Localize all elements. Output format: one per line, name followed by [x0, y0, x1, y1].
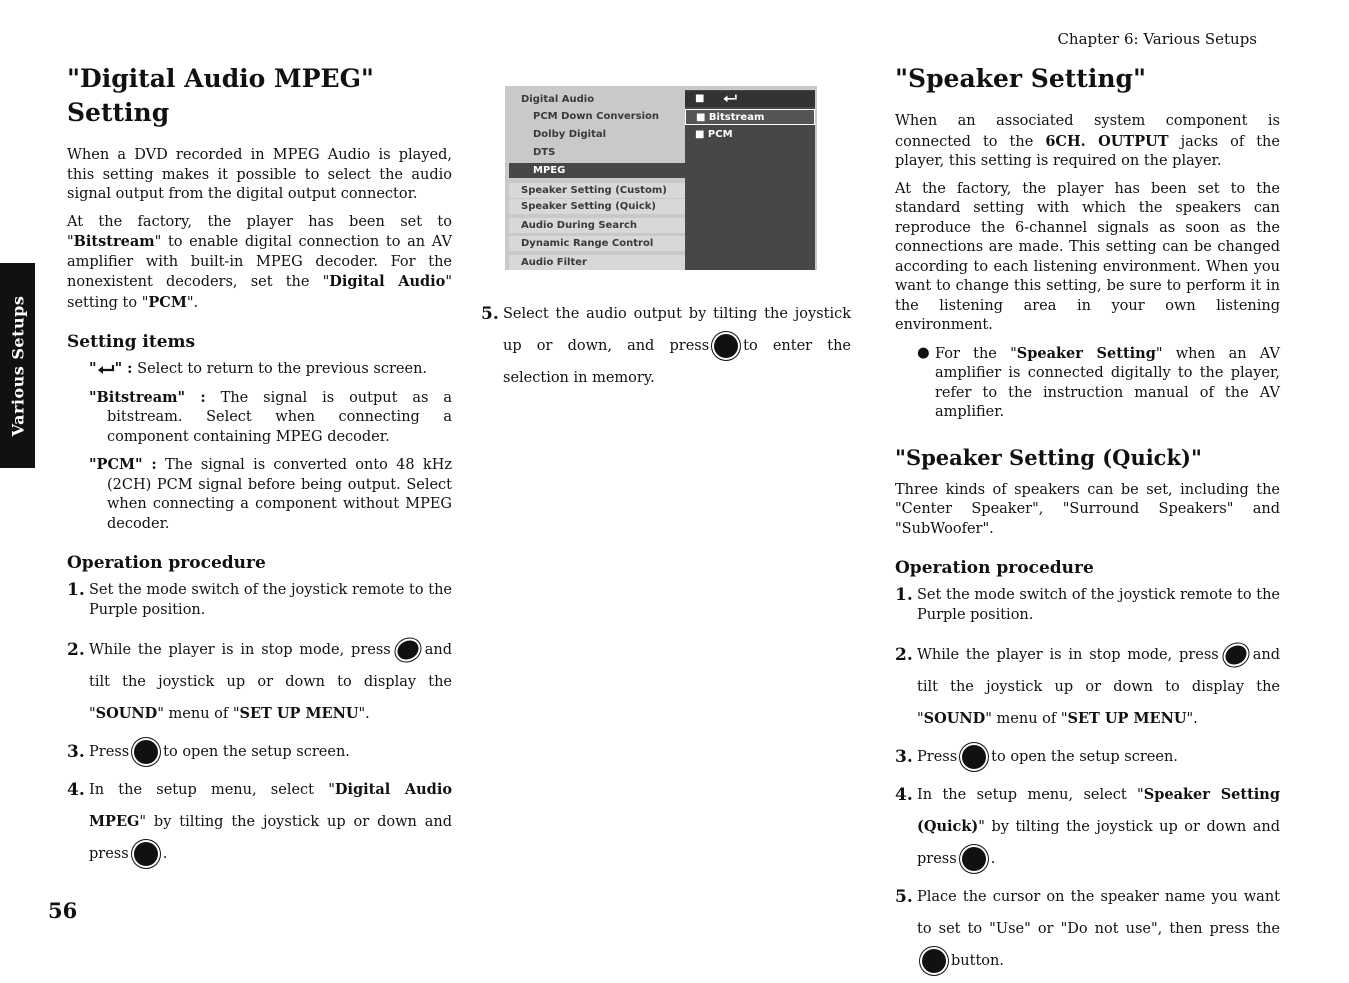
menu-item-mpeg: MPEG — [509, 163, 685, 178]
option-bitstream: ■ Bitstream — [685, 109, 815, 125]
enter-button-icon — [132, 840, 160, 868]
step-5: 5. Select the audio output by tilting the joystick up or down, and press to enter the selection in memory. — [481, 304, 851, 386]
step-2: 2. While the player is in stop mode, press and tilt the joystick up or down to display the "SOUND" menu of "SET UP MENU". — [895, 639, 1280, 735]
enter-button-icon — [132, 738, 160, 766]
step-4: 4. In the setup menu, select "Speaker Setting (Quick)" by tilting the joystick up or down and press . — [895, 779, 1280, 875]
return-icon — [722, 93, 738, 103]
step-1: 1. Set the mode switch of the joystick remote to the Purple position. — [895, 585, 1280, 623]
operation-procedure-heading: Operation procedure — [67, 553, 266, 573]
section-title-speaker: "Speaker Setting" — [895, 64, 1147, 93]
menu-item-dolby: Dolby Digital — [533, 129, 607, 140]
enter-button-icon — [960, 743, 988, 771]
step-4: 4. In the setup menu, select "Digital Audio MPEG" by tilting the joystick up or down and press . — [67, 774, 452, 870]
factory-paragraph: At the factory, the player has been set to "Bitstream" to enable digital connection to an AV amplifier with built-in MPEG decoder. For the nonexistent decoders, set the "Digital Audio" setting to "PCM". — [67, 213, 452, 311]
speaker-intro: When an associated system component is connected to the 6CH. OUTPUT jacks of the player, this setting is required on the player. — [895, 113, 1280, 169]
menu-list — [509, 90, 685, 270]
option-pcm: ■ PCM — [695, 129, 733, 140]
step-5: 5. Place the cursor on the speaker name you want to set to "Use" or "Do not use", then press thebutton. — [895, 881, 1280, 977]
enter-button-icon — [960, 845, 988, 873]
enter-button-icon — [712, 332, 740, 360]
operation-procedure-heading: Operation procedure — [895, 558, 1094, 578]
setup-button-icon — [1219, 639, 1253, 671]
step-3: 3. Press to open the setup screen. — [895, 741, 1280, 773]
page-number: 56 — [48, 898, 78, 923]
setting-item-bitstream: "Bitstream" : The signal is output as a bitstream. Select when connecting a component containing MPEG decoder. — [89, 388, 452, 445]
side-tab — [0, 263, 35, 468]
bullet-icon: ● — [917, 344, 930, 361]
setup-menu-screenshot — [505, 86, 817, 270]
menu-item-dynamic-range: Dynamic Range Control — [509, 236, 685, 251]
menu-item-dts: DTS — [533, 147, 556, 158]
enter-button-icon — [920, 947, 948, 975]
step-3: 3. Press to open the setup screen. — [67, 736, 452, 768]
intro-paragraph: When a DVD recorded in MPEG Audio is played, this setting makes it possible to select the audio signal output from the digital output connector. — [67, 147, 452, 202]
right-column — [895, 62, 1280, 983]
menu-item-audio-search: Audio During Search — [509, 218, 685, 233]
chapter-header: Chapter 6: Various Setups — [1057, 30, 1257, 48]
menu-item-audio-filter: Audio Filter — [509, 255, 685, 270]
setup-button-icon — [391, 634, 425, 666]
menu-item-digital-audio: Digital Audio — [521, 94, 595, 105]
option-return: ■ — [685, 91, 815, 107]
setting-item-pcm: "PCM" : The signal is converted onto 48 kHz (2CH) PCM signal before being output. Select when connecting a component without MPEG decoder. — [89, 456, 452, 532]
speaker-factory: At the factory, the player has been set to the standard setting with which the speakers can reproduce the 6-channel signals as soon as the connections are made. This setting can be changed according to each listening environment. When you want to change this setting, be sure to perform it in the listening area in your own listening environment. — [895, 180, 1280, 333]
menu-options — [685, 90, 815, 270]
return-icon — [97, 363, 115, 375]
left-column — [67, 62, 452, 876]
side-tab-label: Various Setups — [8, 295, 27, 436]
setting-items-heading: Setting items — [67, 332, 196, 352]
setting-item-return: " " : Select to return to the previous screen. — [89, 360, 428, 377]
menu-item-speaker-custom: Speaker Setting (Custom) — [509, 183, 685, 198]
section-title-quick: "Speaker Setting (Quick)" — [895, 444, 1202, 470]
section-title-mpeg: "Digital Audio MPEG" Setting — [67, 64, 374, 127]
menu-item-pcm-down: PCM Down Conversion — [533, 111, 660, 122]
middle-column — [481, 298, 851, 400]
step-2: 2. While the player is in stop mode, press and tilt the joystick up or down to display the "SOUND" menu of "SET UP MENU". — [67, 634, 452, 730]
quick-paragraph: Three kinds of speakers can be set, including the "Center Speaker", "Surround Speakers" and "SubWoofer". — [895, 481, 1280, 537]
menu-item-speaker-quick: Speaker Setting (Quick) — [509, 199, 685, 214]
step-1: 1. Set the mode switch of the joystick remote to the Purple position. — [67, 580, 452, 618]
speaker-note: ● For the "Speaker Setting" when an AV amplifier is connected digitally to the player, refer to the instruction manual of the AV amplifier. — [917, 344, 1280, 420]
